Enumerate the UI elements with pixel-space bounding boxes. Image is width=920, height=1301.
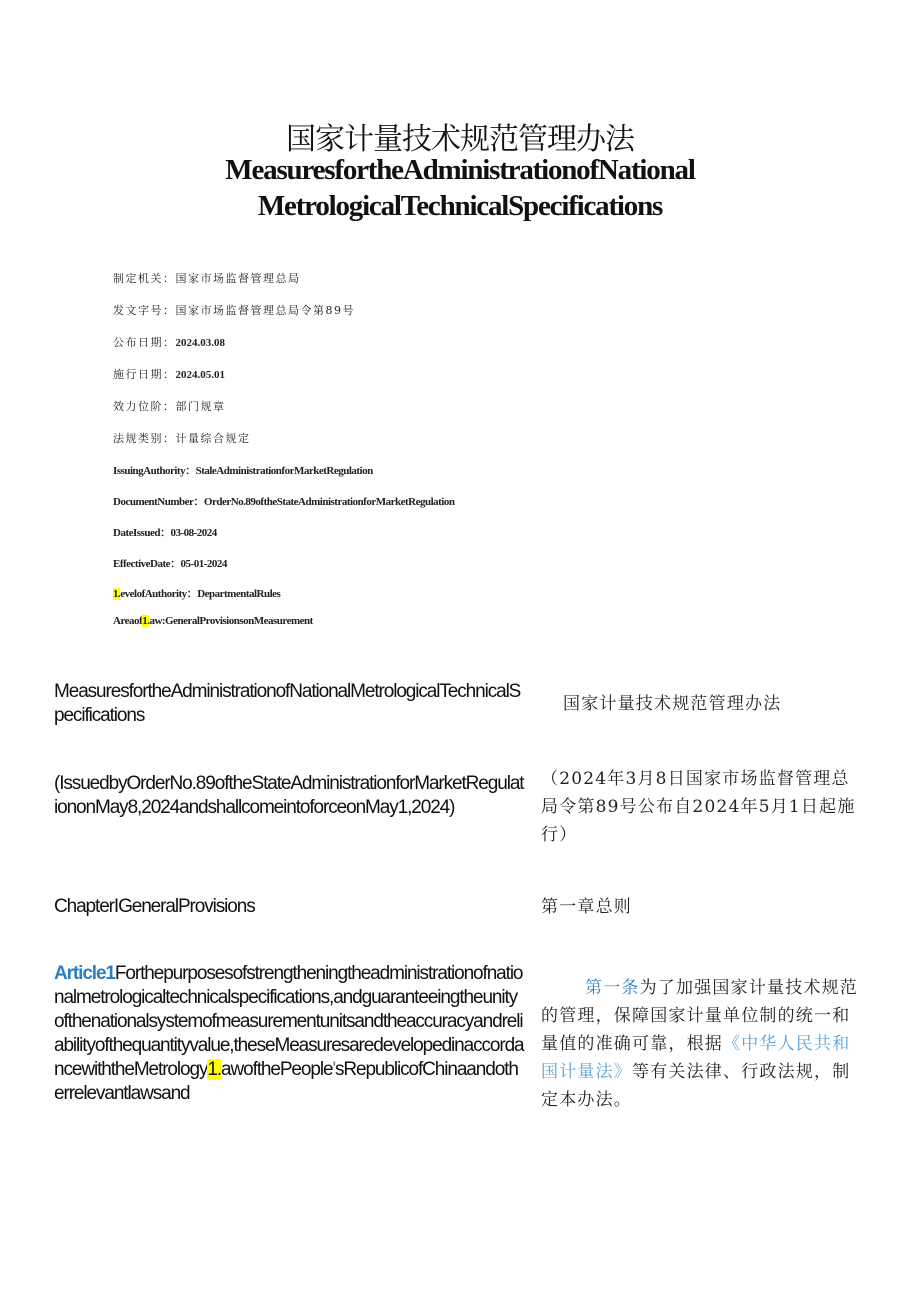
metrology-law-link[interactable]: 《中华人民共和国计量法》: [541, 1034, 851, 1082]
meta-level-of-authority-cn: [113, 398, 226, 414]
issued-note-cn: （2024年3月8日国家市场监督管理总局令第89号公布自2024年5月1日起施行）: [541, 769, 856, 845]
meta-label: DateIssued：: [113, 527, 171, 539]
meta-label: 施行日期：: [113, 368, 176, 381]
chapter-heading-en: ChapterIGeneralProvisions: [54, 896, 255, 917]
meta-value: 国家市场监督管理总局令第89号: [175, 304, 355, 317]
article-1-text-en-cut: ': [332, 1059, 335, 1080]
highlight-mark: 1.: [142, 615, 150, 627]
meta-level-of-authority-en: [113, 585, 280, 601]
article-1-text-en-part-c: sRepublicofChinaandotherrelevantlawsand: [54, 1059, 518, 1104]
article-1-text-en-part-b: awofthePeople: [221, 1059, 333, 1080]
article-1-label-en: Article1: [54, 963, 115, 984]
meta-label: evelofAuthority：: [120, 588, 198, 600]
meta-issuing-authority-cn: [113, 270, 301, 286]
heading-cn: 国家计量技术规范管理办法: [563, 694, 782, 714]
meta-value: 计量综合规定: [175, 432, 251, 445]
meta-label: DocumentNumber：: [113, 496, 204, 508]
meta-label: IssuingAuthority：: [113, 465, 196, 477]
article-1-text-en-part-a: Forthepurposesofstrengtheningtheadministrationofnationalmetrologicaltechnicalspecifications,andguaranteeingtheunityofthenationalsystemofmeasurementunitsandtheaccuracyandreliabilityofthequantityvalue,theseMeasuresaredevelopedinaccordancewiththeMetrology: [54, 963, 524, 1080]
article-1-text-cn-part-b: 等有关法律、行政法规，制定本办法。: [541, 1062, 851, 1110]
meta-label: EffectiveDate：: [113, 558, 181, 570]
meta-effective-date-en: [113, 555, 227, 571]
meta-issuing-authority-en: [113, 462, 373, 478]
meta-label: 发文字号：: [113, 304, 176, 317]
meta-value: DepartmentalRules: [197, 588, 281, 600]
meta-value: OrderNo.89oftheStateAdministrationforMarketRegulation: [203, 496, 455, 508]
highlight-mark: 1.: [207, 1059, 222, 1080]
meta-value: GeneralProvisionsonMeasurement: [165, 615, 313, 627]
article-1-label-cn: 第一条: [585, 978, 640, 998]
article-1-cn: [541, 974, 863, 1114]
article-1-text-cn-part-a: 为了加强国家计量技术规范的管理，保障国家计量单位制的统一和量值的准确可靠，根据: [541, 978, 859, 1054]
meta-value: 国家市场监督管理总局: [175, 272, 301, 285]
meta-document-number-cn: [113, 302, 355, 318]
meta-label-prefix: Areaof: [113, 615, 143, 627]
heading-en: MeasuresfortheAdministrationofNationalMetrologicalTechnicalSpecifications: [54, 681, 521, 726]
meta-value: 03-08-2024: [170, 527, 217, 539]
meta-effective-date-cn: [113, 366, 225, 382]
meta-date-issued-en: [113, 524, 217, 540]
meta-date-issued-cn: [113, 334, 225, 350]
meta-label: 效力位阶：: [113, 400, 176, 413]
meta-value: StaleAdministrationforMarketRegulation: [195, 465, 373, 477]
meta-label: 制定机关：: [113, 272, 176, 285]
meta-label: aw:: [149, 615, 166, 627]
meta-area-of-law-en: [113, 615, 313, 627]
issued-note-en: (IssuedbyOrderNo.89oftheStateAdministrationforMarketRegulationonMay8,2024andshallcomeintoforceonMay1,2024): [54, 773, 524, 818]
highlight-mark: 1.: [113, 588, 121, 600]
article-1-en: [54, 962, 524, 1106]
document-title-en-line2: MetrologicalTechnicalSpecifications: [257, 190, 663, 222]
meta-document-number-en: [113, 493, 455, 509]
meta-label: 法规类别：: [113, 432, 176, 445]
meta-value: 部门规章: [175, 400, 226, 413]
document-title-en-line1: MeasuresfortheAdministrationofNational: [225, 154, 695, 186]
meta-value: 2024.05.01: [175, 369, 225, 381]
chapter-heading-cn: 第一章总则: [541, 897, 632, 917]
meta-area-of-law-cn: [113, 430, 251, 446]
meta-label: 公布日期：: [113, 336, 176, 349]
document-title-cn: 国家计量技术规范管理办法: [286, 122, 634, 157]
meta-value: 05-01-2024: [180, 558, 227, 570]
meta-value: 2024.03.08: [175, 337, 225, 349]
